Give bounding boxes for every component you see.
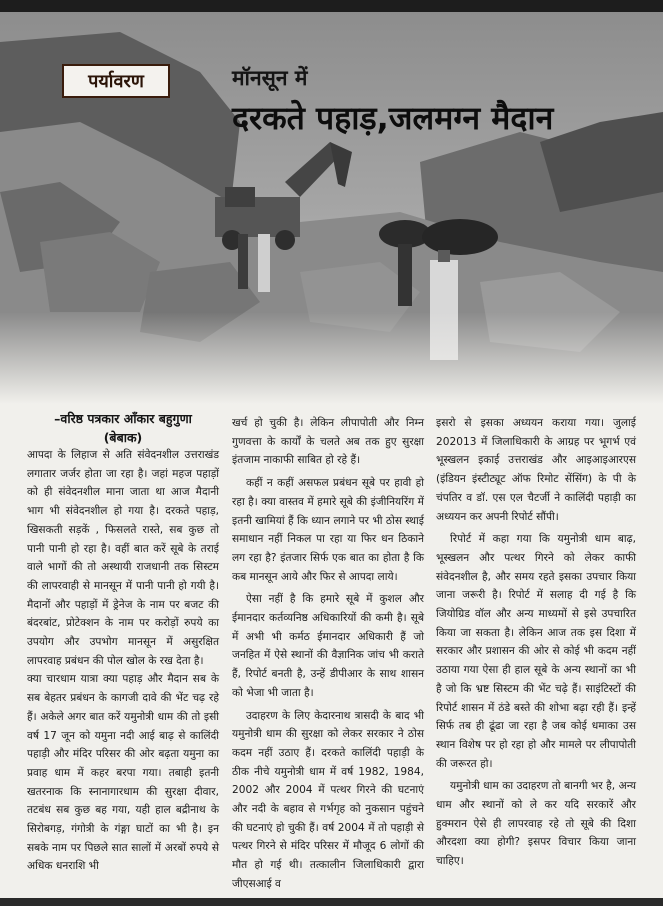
paragraph: इसरो से इसका अध्ययन कराया गया। जुलाई 202013 में जिलाधिकारी के आग्रह पर भूगर्भ एवं भूस्खलन इकाई उत्तराखंड और आइआइआरएस (इंडियन इंस्टीट्यूट ऑफ रिमोट सेंसिंग) के पी के चंपतिर व डॉ. एस एल चैटर्जी ने कालिंदी पहाड़ी का अध्ययन कर अपनी रिपोर्ट सौंपी। — [436, 417, 636, 523]
article-column-3 — [436, 414, 636, 871]
top-strip — [0, 0, 663, 12]
article-column-2 — [232, 414, 424, 894]
byline — [28, 409, 218, 447]
paragraph: आपदा के लिहाज से अति संवेदनशील उत्तराखंड लगातार जर्जर होता जा रहा है। जहां महज पहाड़ों को ही संवेदनशील माना जाता था आज मैदानी भाग भी संवेदनशील हो गया है। दरकते पहाड़, खिसकती सड़कें , फिसलते रास्ते, सब कुछ तो पानी पानी हो रहा है। वहीं बात करें सूबे के तराई वाले भागों की तो अस्थायी राजधानी तक सिस्टम की लापरवाही से मानसून में पानी पानी हो गयी है। मैदानों और पहाड़ों में ड्रेनेज के नाम पर बजट की बंदरबांट, प्रोटेक्शन के नाम पर करोड़ों रुपये का उपयोग और उपभोग मानसून में असुरक्षित लापरवाह प्रबंधन की पोल खोल के रख देता है। — [27, 449, 219, 667]
paragraph: खर्च हो चुकी है। लेकिन लीपापोती और निम्न गुणवत्ता के कार्यों के चलते अब तक हुए सुरक्षा इंतजाम नाकाफी साबित हो रहे हैं। — [232, 417, 424, 467]
paragraph: उदाहरण के लिए केदारनाथ त्रासदी के बाद भी यमुनोत्री धाम की सुरक्षा को लेकर सरकार ने ठोस कदम नहीं उठाए हैं। दरकते कालिंदी पहाड़ी के ठीक नीचे यमुनोत्री धाम में वर्ष 1982, 1984, 2002 और 2004 में पत्थर गिरने की घटनाएं और नदी के बहाव से गर्भगृह को नुकसान पहुंचने की घटनाएं हो चुकी हैं। वर्ष 2004 में तो पहाड़ी से पत्थर गिरने से मंदिर परिसर में मौजूद 6 लोगों की मौत हो गई थी। तत्कालीन जिलाधिकारी द्वारा जीएसआई व — [232, 709, 424, 890]
paragraph: कहीं न कहीं असफल प्रबंधन सूबे पर हावी हो रहा है। क्या वास्तव में हमारे सूबे की इंजीनियरिंग में इतनी खामियां हैं कि ध्यान लगाने पर भी ठोस स्थाई समाधान नहीं निकल पा रहा या फिर धन ठिकाने लग रहा है? इंतजार सिर्फ एक बात का होता है कि कब मानसून आये और फिर से आपदा लाये। — [232, 477, 424, 583]
paragraph: रिपोर्ट में कहा गया कि यमुनोत्री धाम बाढ़, भूस्खलन और पत्थर गिरने को लेकर काफी संवेदनशील है, और समय रहते इसका उपचार किया जाना जरूरी है। रिपोर्ट में सलाह दी गई है कि जियोग्रिड वॉल और अन्य माध्यमों से इसे उपचारित किया जा सकता है। लेकिन आज तक इस दिशा में सरकार और प्रशासन की ओर से कोई भी कदम नहीं उठाया गया ऐसा ही हाल सूबे के अन्य स्थानों का भी है जो कि भ्रष्ट सिस्टम की भेंट चढ़े हैं। साइंटिस्टों की रिपोर्ट शासन में ठंडे बस्ते की शोभा बढ़ा रही हैं। इन्हें सिर्फ तब ही ढूंढा जा रहा है जब कोई धमाका उस स्थान विशेष पर हो रहा हो और मामले पर लीपापोती की जरूरत हो। — [436, 533, 636, 770]
paragraph: ऐसा नहीं है कि हमारे सूबे में कुशल और ईमानदार कर्तव्यनिष्ठ अधिकारियों की कमी है। सूबे में अभी भी कर्मठ ईमानदार अधिकारी हैं जो जनहित में ऐसे स्थानों की वैज्ञानिक जांच भी कराते हैं, रिपोर्ट बनती है, उन्हें डीपीआर के साथ शासन को भेजा भी जाता है। — [232, 593, 424, 699]
newspaper-page — [0, 12, 663, 898]
paragraph: यमुनोत्री धाम का उदाहरण तो बानगी भर है, अन्य धाम और स्थानों को ले कर यदि सरकारें और हुक्मरान ऐसे ही लापरवाह रहे तो सूबे की दिशा औरदशा क्या होगी? इसपर विचार किया जाना चाहिए। — [436, 780, 636, 868]
headline-main: दरकते पहाड़,जलमग्न मैदान — [232, 99, 554, 137]
article-column-1 — [27, 446, 219, 876]
section-tag: पर्यावरण — [62, 64, 170, 98]
paragraph: क्या चारधाम यात्रा क्या पहाड़ और मैदान सब के सब बेहतर प्रबंधन के कागजी दावे की भेंट चढ़ रहे हैं। अकेले अगर बात करें यमुनोत्री धाम की तो इसी वर्ष 17 जून को यमुना नदी आई बाढ़ से कालिंदी पहाड़ी और मंदिर परिसर की ओर बढ़ता यमुना का प्रवाह धाम में कहर बरपा गया। तबाही इतनी खतरनाक कि स्नानागारधाम की सुरक्षा दीवार, तटबंध सब कुछ बह गया, यही हाल बद्रीनाथ के सिरोबगड़, गंगोत्री के गंङ्गा घाटों का भी है। इन सबके नाम पर पिछले सात सालों में अरबों रुपये से अधिक धनराशि भी — [27, 673, 219, 873]
headline-kicker: मॉनसून में — [232, 66, 308, 90]
byline-alias: (बेबाक) — [103, 430, 143, 445]
byline-author: –वरिष्ठ पत्रकार ऑंकार बहुगुणा — [54, 411, 192, 426]
